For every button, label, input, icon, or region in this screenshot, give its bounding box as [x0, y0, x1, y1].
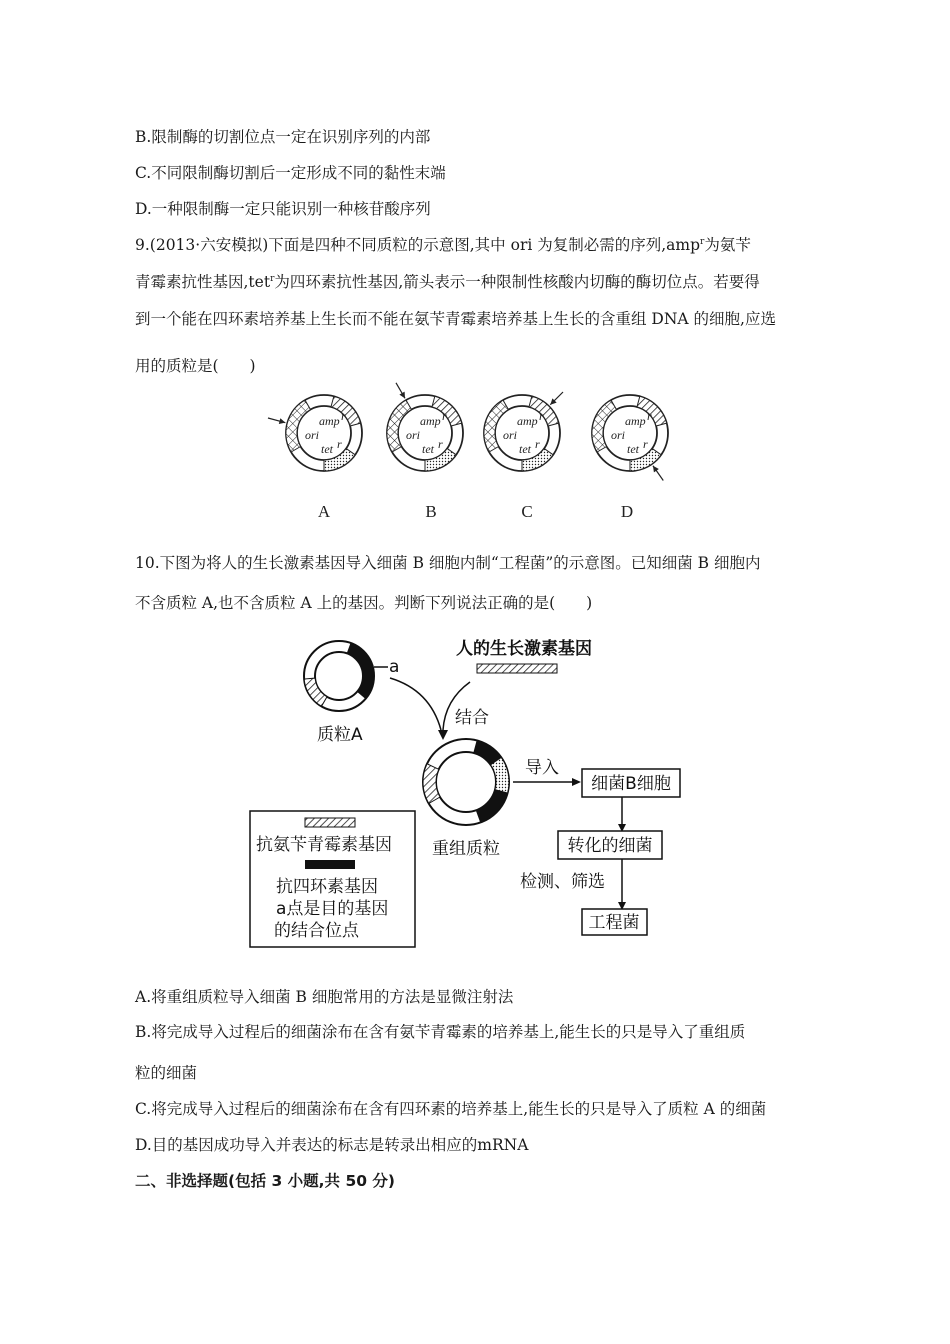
plasmid-a-diagram [304, 641, 374, 711]
legend-tet: 抗四环素基因 [276, 877, 378, 897]
q9-line4: 用的质粒是( ) [135, 357, 256, 375]
q10-line2: 不含质粒 A,也不含质粒 A 上的基因。判断下列说法正确的是( ) [135, 594, 593, 612]
svg-text:r: r [535, 437, 540, 451]
svg-text:r: r [647, 409, 652, 423]
choice-label-a: A [317, 502, 331, 521]
ori-label: ori [611, 428, 626, 442]
plasmid-a-label: 质粒A [317, 725, 363, 745]
tet-label: tet [627, 442, 639, 456]
option-d-prev: D.一种限制酶一定只能识别一种核苷酸序列 [135, 200, 431, 218]
import-label: 导入 [525, 758, 559, 778]
ori-label: ori [406, 428, 421, 442]
svg-text:r: r [438, 437, 443, 451]
bacteria-b-box: 细菌B细胞 [591, 774, 671, 794]
q10-line1: 10.下图为将人的生长激素基因导入细菌 B 细胞内制“工程菌”的示意图。已知细菌 B 细胞内 [135, 554, 761, 572]
plasmid-diagram-b [387, 383, 463, 471]
gene-label: 人的生长激素基因 [456, 639, 592, 659]
plasmid-diagram-c [484, 392, 563, 471]
combine-label: 结合 [455, 708, 489, 728]
svg-text:r: r [341, 409, 346, 423]
superscript-r: r [270, 273, 275, 284]
svg-text:r: r [337, 437, 342, 451]
tet-label: tet [422, 442, 434, 456]
legend-a1: a点是目的基因 [276, 899, 389, 919]
amp-label: amp [517, 414, 538, 428]
svg-text:r: r [442, 409, 447, 423]
recombinant-label: 重组质粒 [432, 839, 500, 859]
choice-label-c: C [521, 502, 533, 521]
detect-label: 检测、筛选 [520, 872, 605, 892]
q10-option-b-line1: B.将完成导入过程后的细菌涂布在含有氨苄青霉素的培养基上,能生长的只是导入了重组质 [135, 1023, 746, 1041]
plasmid-diagram-d [592, 395, 668, 481]
q10-option-d: D.目的基因成功导入并表达的标志是转录出相应的mRNA [135, 1136, 529, 1154]
q9-line2: 青霉素抗性基因,tet$^r$为四环素抗性基因,箭头表示一种限制性核酸内切酶的酶切位点。若要得 [135, 273, 760, 291]
legend [250, 811, 415, 947]
recombinant-plasmid-diagram [423, 739, 509, 825]
plasmid-diagram-a [268, 395, 362, 471]
point-a-label: a [389, 657, 400, 677]
amp-label: amp [625, 414, 646, 428]
legend-amp: 抗氨苄青霉素基因 [256, 835, 392, 855]
option-b-prev: B.限制酶的切割位点一定在识别序列的内部 [135, 128, 431, 146]
q10-option-a: A.将重组质粒导入细菌 B 细胞常用的方法是显微注射法 [135, 988, 514, 1006]
option-c-prev: C.不同限制酶切割后一定形成不同的黏性末端 [135, 164, 446, 182]
q10-diagram [0, 630, 950, 950]
svg-text:r: r [539, 409, 544, 423]
section-heading: 二、非选择题(包括 3 小题,共 50 分) [135, 1172, 395, 1190]
q9-line1: 9.(2013·六安模拟)下面是四种不同质粒的示意图,其中 ori 为复制必需的序列,amp$^r$为氨苄 [135, 236, 751, 254]
engineered-box: 工程菌 [588, 913, 640, 933]
tet-label: tet [519, 442, 531, 456]
gene-bar [477, 664, 557, 673]
superscript-r: r [700, 236, 705, 247]
q9-line3: 到一个能在四环素培养基上生长而不能在氨苄青霉素培养基上生长的含重组 DNA 的细胞,应选 [135, 310, 776, 328]
q9-plasmid-figure [0, 385, 950, 545]
q10-option-b-line2: 粒的细菌 [135, 1064, 198, 1082]
transformed-box: 转化的细菌 [567, 836, 653, 856]
amp-label: amp [319, 414, 340, 428]
svg-text:r: r [643, 437, 648, 451]
q10-option-c: C.将完成导入过程后的细菌涂布在含有四环素的培养基上,能生长的只是导入了质粒 A 的细菌 [135, 1100, 767, 1118]
legend-a2: 的结合位点 [274, 921, 359, 941]
ori-label: ori [503, 428, 518, 442]
choice-label-d: D [620, 502, 634, 521]
choice-label-b: B [425, 502, 437, 521]
amp-label: amp [420, 414, 441, 428]
ori-label: ori [305, 428, 320, 442]
tet-label: tet [321, 442, 333, 456]
